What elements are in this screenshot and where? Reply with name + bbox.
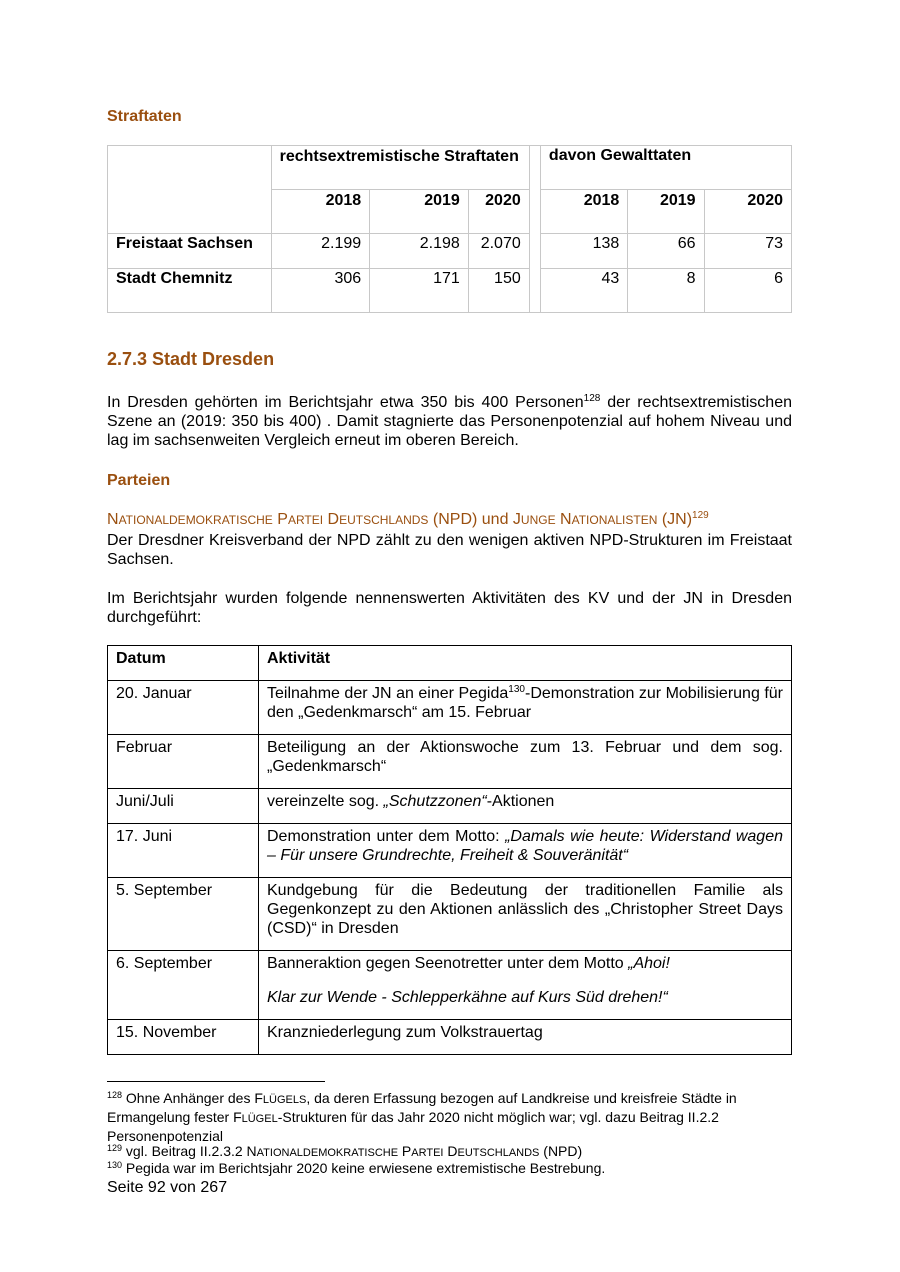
activity-date: 15. November	[108, 1020, 259, 1055]
table-cell: 2.070	[468, 234, 529, 269]
table-cell: 73	[704, 234, 791, 269]
table-year-header: 2019	[370, 190, 469, 234]
table-row-label: Stadt Chemnitz	[108, 269, 272, 313]
table-row	[108, 951, 792, 1020]
activity-text: Kundgebung für die Bedeutung der traditionellen Familie als Gegenkonzept zu den Aktionen anlässlich des „Christopher Street Days (CSD)“ in Dresden	[259, 878, 792, 951]
intro-paragraph: In Dresden gehörten im Berichtsjahr etwa 350 bis 400 Personen$^{128}$ der rechtsextremistischen Szene an (2019: 350 bis 400) . Damit stagnierte das Personenpotenzial auf hohem Niveau und lag im sachsenweiten Vergleich erneut im oberen Bereich.	[107, 393, 793, 449]
table-header-activity: Aktivität	[259, 646, 792, 681]
table-cell: 66	[628, 234, 704, 269]
table-row	[108, 681, 792, 735]
table-year-header: 2019	[628, 190, 704, 234]
table-cell: 306	[271, 269, 370, 313]
footnote-separator	[107, 1081, 325, 1082]
activity-text: Teilnahme der JN an einer Pegida$^{130}$-Demonstration zur Mobilisierung für den „Gedenkmarsch“ am 15. Februar	[259, 681, 792, 735]
section-heading-dresden: 2.7.3 Stadt Dresden	[107, 349, 275, 369]
activity-date: Juni/Juli	[108, 789, 259, 824]
activity-date: 6. September	[108, 951, 259, 1020]
activities-table	[107, 645, 792, 1055]
table-cell: 8	[628, 269, 704, 313]
page-number: Seite 92 von 267	[107, 1179, 228, 1196]
table-year-header: 2018	[540, 190, 627, 234]
npd-subheading: NATIONALDEMOKRATISCHE PARTEI DEUTSCHLANDS (NPD) und JUNGE NATIONALISTEN (JN)$^{129}$	[107, 510, 709, 528]
activity-text: Demonstration unter dem Motto: „Damals wie heute: Widerstand wagen – Für unsere Grundrechte, Freiheit & Souveränität“	[259, 824, 792, 878]
table-row	[108, 1020, 792, 1055]
activity-text: Banneraktion gegen Seenotretter unter dem Motto „Ahoi! Klar zur Wende - Schlepperkähne auf Kurs Süd drehen!“	[259, 951, 792, 1020]
table-group-header: davon Gewalttaten	[540, 146, 791, 190]
activity-text: Beteiligung an der Aktionswoche zum 13. Februar und dem sog. „Gedenkmarsch“	[259, 735, 792, 789]
activity-text: vereinzelte sog. „Schutzzonen“-Aktionen	[259, 789, 792, 824]
table-row	[108, 735, 792, 789]
footnote-129: $^{129}$ vgl. Beitrag II.2.3.2 NATIONALDEMOKRATISCHE PARTEI DEUTSCHLANDS (NPD)	[107, 1143, 583, 1159]
activity-date: 17. Juni	[108, 824, 259, 878]
footnote-ref[interactable]: 130	[508, 684, 525, 695]
footnote-ref[interactable]: 128	[583, 393, 601, 404]
table-cell: 2.199	[271, 234, 370, 269]
table-cell: 6	[704, 269, 791, 313]
kv-paragraph: Der Dresdner Kreisverband der NPD zählt zu den wenigen aktiven NPD-Strukturen im Freistaat Sachsen.	[107, 532, 792, 568]
table-year-header: 2020	[468, 190, 529, 234]
straftaten-table	[107, 145, 792, 313]
activity-date: 20. Januar	[108, 681, 259, 735]
table-cell: 2.198	[370, 234, 469, 269]
table-cell: 138	[540, 234, 627, 269]
table-cell: 43	[540, 269, 627, 313]
table-cell: 171	[370, 269, 469, 313]
table-spacer-column	[529, 146, 540, 313]
table-row	[108, 789, 792, 824]
activity-text: Kranzniederlegung zum Volkstrauertag	[259, 1020, 792, 1055]
table-year-header: 2020	[704, 190, 791, 234]
table-row	[108, 878, 792, 951]
table-group-header: rechtsextremistische Straftaten	[271, 146, 529, 190]
table-row	[108, 824, 792, 878]
section-heading-straftaten: Straftaten	[107, 108, 182, 125]
table-header-date: Datum	[108, 646, 259, 681]
section-heading-parteien: Parteien	[107, 472, 171, 489]
activities-intro-paragraph: Im Berichtsjahr wurden folgende nennenswerten Aktivitäten des KV und der JN in Dresden durchgeführt:	[107, 590, 792, 626]
activity-date: Februar	[108, 735, 259, 789]
table-cell: 150	[468, 269, 529, 313]
footnote-128: $^{128}$ Ohne Anhänger des FLÜGELS, da deren Erfassung bezogen auf Landkreise und kreisfreie Städte in Ermangelung fester FLÜGEL-Strukturen für das Jahr 2020 nicht möglich war; vgl. dazu Beitrag II.2.2 Personenpotenzial	[107, 1090, 737, 1144]
table-year-header: 2018	[271, 190, 370, 234]
table-empty-corner	[108, 146, 272, 234]
activity-date: 5. September	[108, 878, 259, 951]
footnote-ref[interactable]: 129	[692, 510, 709, 521]
footnote-130: $^{130}$ Pegida war im Berichtsjahr 2020 keine erwiesene extremistische Bestrebung.	[107, 1160, 606, 1176]
table-row-label: Freistaat Sachsen	[108, 234, 272, 269]
